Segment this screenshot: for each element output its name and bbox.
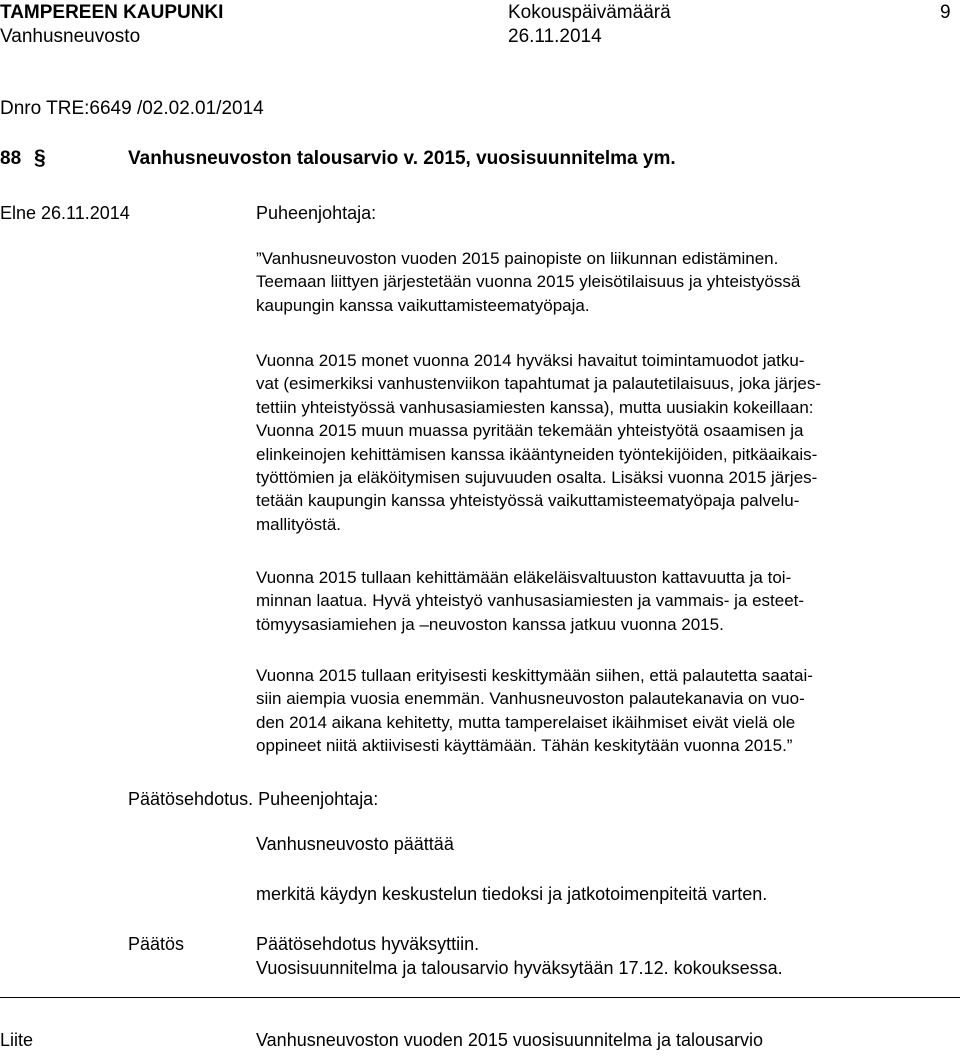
proposal-label: Päätösehdotus. Puheenjohtaja:: [128, 789, 379, 809]
meeting-date: 26.11.2014: [508, 26, 602, 47]
paragraph-text: ”Vanhusneuvoston vuoden 2015 painopiste on liikunnan edistäminen. Teemaan liittyen järjestetään vuonna 2015 yleisötilaisuus ja yhteistyössä kaupungin kanssa vaikuttamisteematyöpaja.: [256, 249, 801, 315]
meeting-date-label: Kokouspäivämäärä: [508, 2, 671, 23]
statement-paragraph: [256, 247, 946, 317]
organization-name: TAMPEREEN KAUPUNKI: [0, 2, 224, 23]
statement-paragraph: [256, 349, 946, 536]
body-name: Vanhusneuvosto: [0, 26, 141, 47]
speaker-label: Puheenjohtaja:: [256, 203, 377, 223]
proposal-line: Vanhusneuvosto päättää: [256, 834, 454, 854]
item-number: 88: [0, 148, 22, 169]
decision-label: Päätös: [128, 934, 185, 954]
decision-line: Päätösehdotus hyväksyttiin.: [256, 934, 480, 954]
paragraph-text: Vuonna 2015 tullaan erityisesti keskittymään siihen, että palautetta saatai- siin aiempia vuosia enemmän. Vanhusneuvoston palautekanavia on vuo- den 2014 aikana kehitetty, mutta tamperelaiset ikäihmiset eivät vielä ole oppineet niitä aktiivisesti käyttämään. Tähän keskitytään vuonna 2015.”: [256, 666, 813, 756]
page-number: 9: [940, 2, 951, 23]
preparer-label: Elne 26.11.2014: [0, 203, 130, 223]
attachment-label: Liite: [0, 1030, 34, 1050]
item-title: Vanhusneuvoston talousarvio v. 2015, vuosisuunnitelma ym.: [128, 148, 676, 169]
document-reference: Dnro TRE:6649 /02.02.01/2014: [0, 98, 264, 119]
divider: [0, 997, 960, 998]
section-symbol: §: [34, 146, 46, 169]
decision-line: Vuosisuunnitelma ja talousarvio hyväksytään 17.12. kokouksessa.: [256, 958, 783, 978]
attachment-text: Vanhusneuvoston vuoden 2015 vuosisuunnitelma ja talousarvio: [256, 1030, 764, 1050]
statement-paragraph: [256, 566, 946, 636]
proposal-line: merkitä käydyn keskustelun tiedoksi ja jatkotoimenpiteitä varten.: [256, 884, 768, 904]
paragraph-text: Vuonna 2015 monet vuonna 2014 hyväksi havaitut toimintamuodot jatku- vat (esimerkiksi vanhustenviikon tapahtumat ja palautetilaisuus, joka järjes- tettiin yhteistyössä vanhusasiamiesten kanssa), mutta uusiakin kokeillaan: Vuonna 2015 muun muassa pyritään tekemään yhteistyötä osaamisen ja elinkeinojen kehittämisen kanssa ikääntyneiden työntekijöiden, pitkäaikais- työttömien ja eläköitymisen sujuvuuden osalta. Lisäksi vuonna 2015 järjes- tetään kaupungin kanssa yhteistyössä vaikuttamisteematyöpaja palvelu- mallityöstä.: [256, 351, 822, 534]
statement-paragraph: [256, 664, 946, 758]
paragraph-text: Vuonna 2015 tullaan kehittämään eläkeläisvaltuuston kattavuutta ja toi- minnan laatua. Hyvä yhteistyö vanhusasiamiesten ja vammais- ja esteet- tömyysasiamiehen ja –neuvoston kanssa jatkuu vuonna 2015.: [256, 568, 805, 634]
